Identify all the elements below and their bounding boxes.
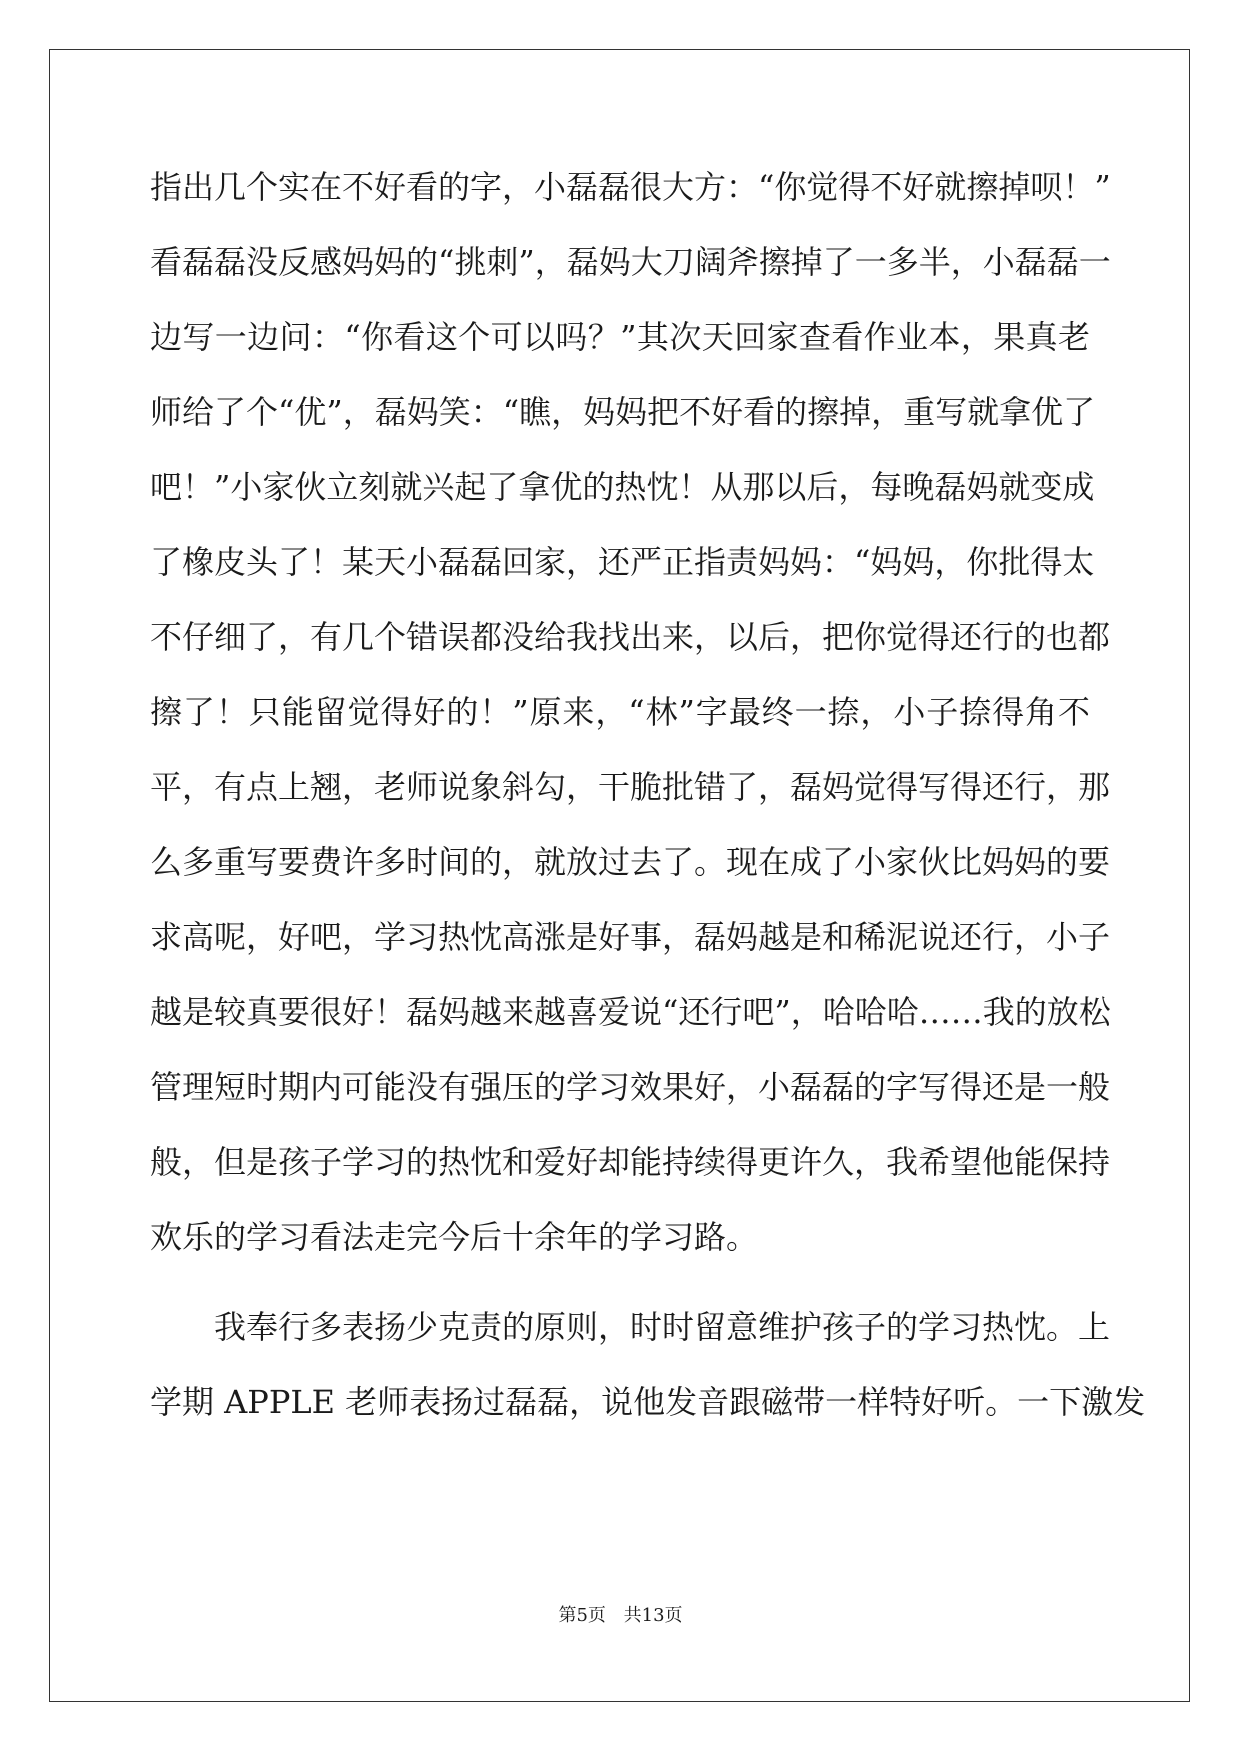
text-line: 般，但是孩子学习的热忱和爱好却能持续得更许久，我希望他能保持 <box>150 1143 1111 1181</box>
text-line: 看磊磊没反感妈妈的“挑刺”，磊妈大刀阔斧擦掉了一多半，小磊磊一 <box>150 243 1111 281</box>
text-line: 求高呢，好吧，学习热忱高涨是好事，磊妈越是和稀泥说还行，小子 <box>150 918 1111 956</box>
text-line: 吧！”小家伙立刻就兴起了拿优的热忱！从那以后，每晚磊妈就变成 <box>150 468 1095 506</box>
paragraph-start-line: 我奉行多表扬少克责的原则，时时留意维护孩子的学习热忱。上 <box>214 1308 1111 1346</box>
text-line: 了橡皮头了！某天小磊磊回家，还严正指责妈妈：“妈妈，你批得太 <box>150 543 1095 581</box>
text-line: 擦了！只能留觉得好的！”原来，“林”字最终一捺，小子捺得角不 <box>150 693 1090 731</box>
text-line: 越是较真要很好！磊妈越来越喜爱说“还行吧”，哈哈哈……我的放松 <box>150 993 1111 1031</box>
text-line: 不仔细了，有几个错误都没给我找出来，以后，把你觉得还行的也都 <box>150 618 1111 656</box>
page-total: 共13页 <box>623 1605 683 1626</box>
text-line: 管理短时期内可能没有强压的学习效果好，小磊磊的字写得还是一般 <box>150 1068 1111 1106</box>
text-line: 师给了个“优”，磊妈笑：“瞧，妈妈把不好看的擦掉，重写就拿优了 <box>150 393 1096 431</box>
text-line: 平，有点上翘，老师说象斜勾，干脆批错了，磊妈觉得写得还行，那 <box>150 768 1111 806</box>
text-line: 学期 APPLE 老师表扬过磊磊，说他发音跟磁带一样特好听。一下激发 <box>150 1383 1146 1421</box>
page-number: 第5页 <box>558 1605 606 1626</box>
text-line: 边写一边问：“你看这个可以吗？”其次天回家查看作业本，果真老 <box>150 318 1090 356</box>
text-line: 么多重写要费许多时间的，就放过去了。现在成了小家伙比妈妈的要 <box>150 843 1111 881</box>
text-line: 指出几个实在不好看的字，小磊磊很大方：“你觉得不好就擦掉呗！” <box>150 168 1111 206</box>
text-line: 欢乐的学习看法走完今后十余年的学习路。 <box>150 1218 759 1256</box>
page-footer <box>0 1604 1241 1628</box>
